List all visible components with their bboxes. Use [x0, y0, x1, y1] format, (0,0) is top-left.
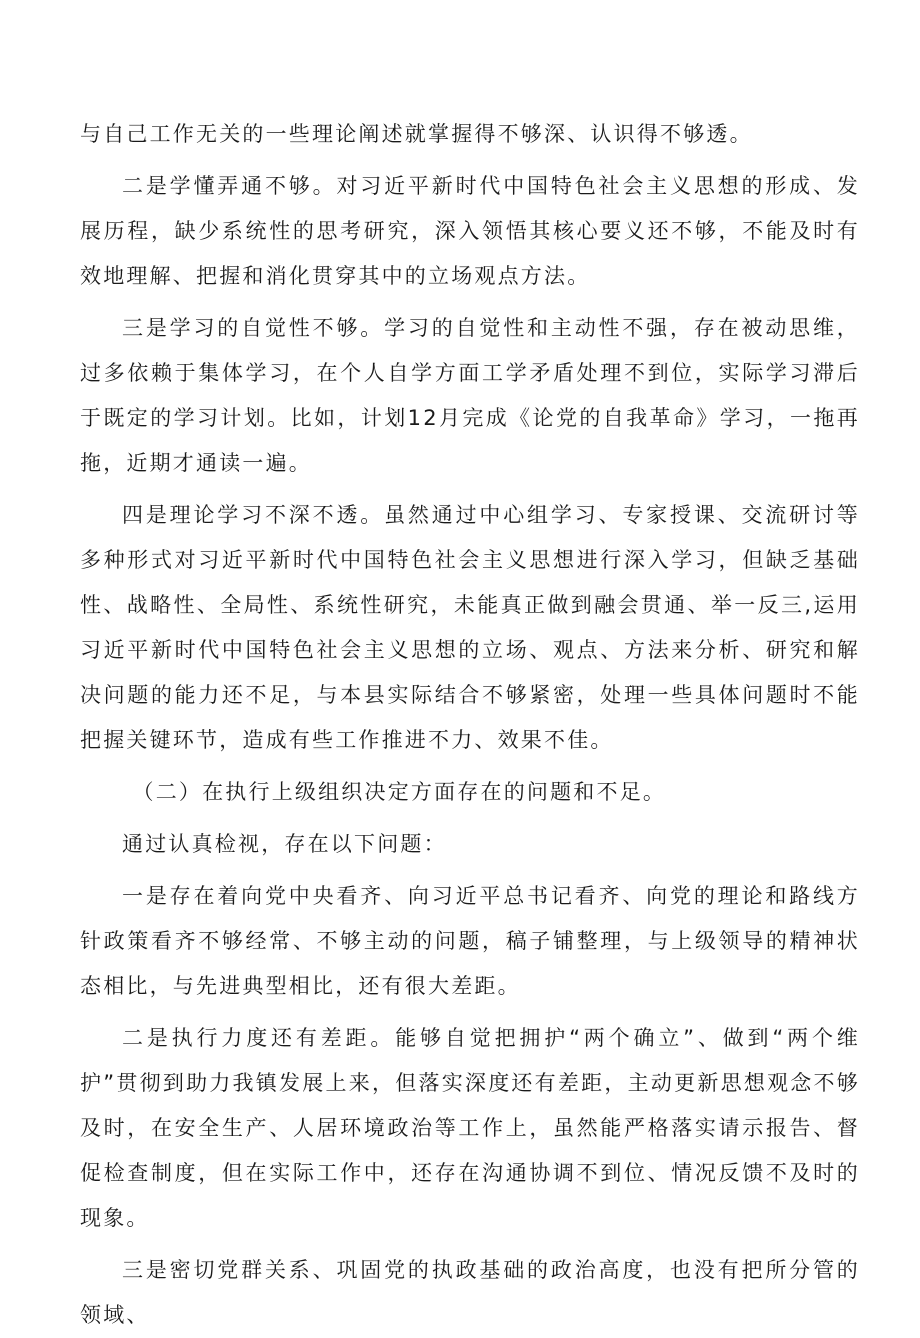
paragraph-issue-three: 三是密切党群关系、巩固党的执政基础的政治高度，也没有把所分管的领域、 [80, 1258, 860, 1327]
paragraph-point-two: 二是学懂弄通不够。对习近平新时代中国特色社会主义思想的形成、发展历程，缺少系统性的思考研究，深入领悟其核心要义还不够，不能及时有效地理解、把握和消化贯穿其中的立场观点方法。 [80, 174, 860, 288]
paragraph-point-four: 四是理论学习不深不透。虽然通过中心组学习、专家授课、交流研讨等多种形式对习近平新时代中国特色社会主义思想进行深入学习，但缺乏基础性、战略性、全局性、系统性研究，未能真正做到融会贯通、举一反三,运用习近平新时代中国特色社会主义思想的立场、观点、方法来分析、研究和解决问题的能力还不足，与本县实际结合不够紧密，处理一些具体问题时不能把握关键环节，造成有些工作推进不力、效果不佳。 [80, 503, 860, 752]
document-body [80, 112, 860, 1338]
paragraph-issue-two: 二是执行力度还有差距。能够自觉把拥护“两个确立”、做到“两个维护”贯彻到助力我镇发展上来，但落实深度还有差距，主动更新思想观念不够及时，在安全生产、人居环境政治等工作上，虽然能严格落实请示报告、督促检查制度，但在实际工作中，还存在沟通协调不到位、情况反馈不及时的现象。 [80, 1026, 860, 1230]
section-heading: （二）在执行上级组织决定方面存在的问题和不足。 [132, 780, 667, 804]
paragraph-intro: 通过认真检视，存在以下问题： [122, 832, 447, 856]
paragraph-point-three: 三是学习的自觉性不够。学习的自觉性和主动性不强，存在被动思维，过多依赖于集体学习，在个人自学方面工学矛盾处理不到位，实际学习滞后于既定的学习计划。比如，计划12月完成《论党的自我革命》学习，一拖再拖，近期才通读一遍。 [80, 316, 860, 475]
paragraph-continuation: 与自己工作无关的一些理论阐述就掌握得不够深、认识得不够透。 [80, 122, 753, 146]
paragraph-issue-one: 一是存在着向党中央看齐、向习近平总书记看齐、向党的理论和路线方针政策看齐不够经常、不够主动的问题，稿子铺整理，与上级领导的精神状态相比，与先进典型相比，还有很大差距。 [80, 884, 860, 998]
